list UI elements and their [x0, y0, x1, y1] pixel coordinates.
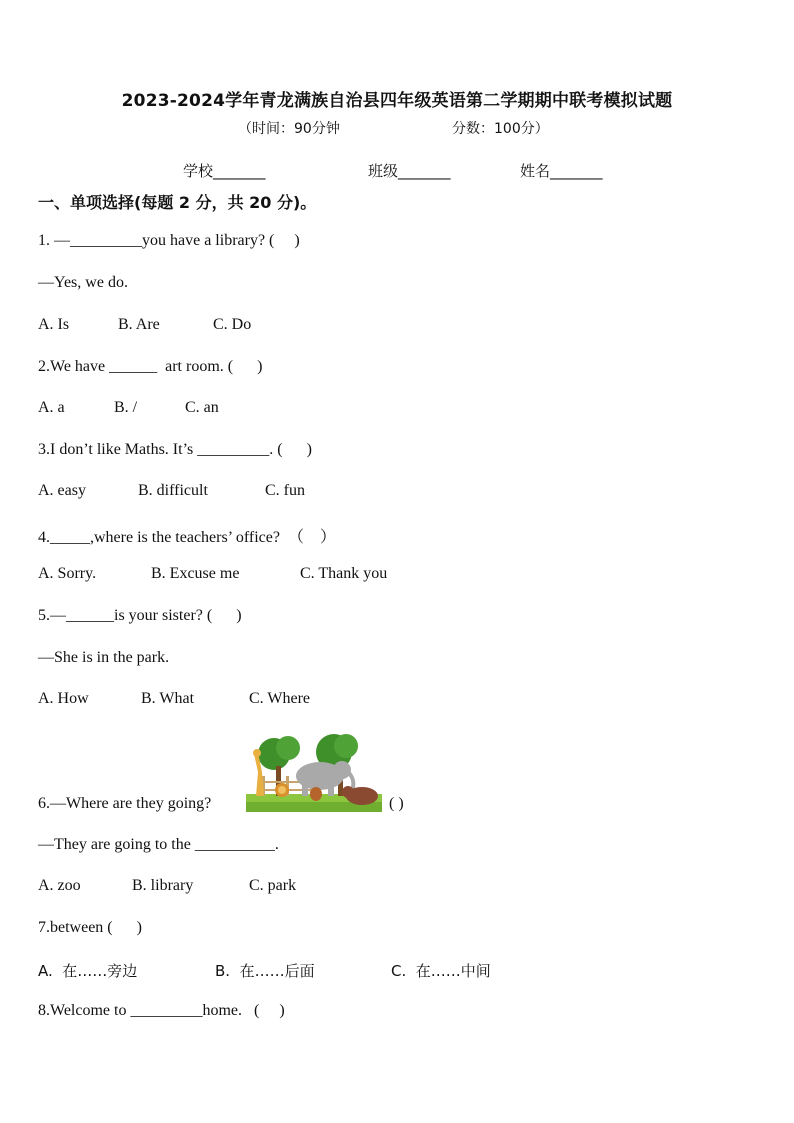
- q3-option-c: C. fun: [265, 482, 305, 499]
- question-3: 3.I don’t like Maths. It’s _________. ( ): [38, 441, 312, 458]
- question-6: 6.—Where are they going?: [38, 795, 212, 812]
- q2-option-c: C. an: [185, 399, 219, 416]
- question-1-reply: —Yes, we do.: [38, 274, 128, 291]
- q3-option-b: B. difficult: [138, 482, 208, 499]
- q2-option-a: A. a: [38, 399, 65, 416]
- q6-option-a: A. zoo: [38, 877, 81, 894]
- zoo-picture: [246, 732, 382, 812]
- question-4: 4._____,where is the teachers’ office? （ ）: [38, 529, 336, 546]
- question-7: 7.between ( ): [38, 919, 142, 936]
- q1-option-a: A. Is: [38, 316, 70, 333]
- section-title: 一、单项选择(每题 2 分，共 20 分)。: [38, 193, 317, 212]
- q6-option-b: B. library: [132, 877, 194, 894]
- q7-option-a: A. 在……旁边: [38, 962, 138, 980]
- question-5-reply: —She is in the park.: [38, 649, 170, 666]
- q4-option-b: B. Excuse me: [151, 565, 240, 582]
- q6-option-c: C. park: [249, 877, 297, 894]
- question-6-reply: —They are going to the __________.: [38, 836, 279, 853]
- q4-option-a: A. Sorry.: [38, 565, 97, 582]
- question-6-paren: ( ): [389, 795, 404, 812]
- q5-option-c: C. Where: [249, 690, 311, 707]
- class-field: 班级_______: [368, 162, 451, 180]
- q7-option-b: B. 在……后面: [215, 962, 315, 980]
- q2-option-b: B. /: [114, 399, 138, 416]
- school-field: 学校_______: [183, 162, 266, 180]
- q1-option-b: B. Are: [118, 316, 160, 333]
- q1-option-c: C. Do: [213, 316, 252, 333]
- q3-option-a: A. easy: [38, 482, 86, 499]
- question-1: 1. —_________you have a library? ( ): [38, 232, 300, 249]
- question-2: 2.We have ______ art room. ( ): [38, 358, 263, 375]
- name-field: 姓名_______: [520, 162, 603, 180]
- q5-option-b: B. What: [141, 690, 195, 707]
- exam-score: 分数：100分）: [452, 121, 549, 137]
- exam-time: （时间：90分钟: [238, 121, 340, 137]
- exam-title: 2023-2024学年青龙满族自治县四年级英语第二学期期中联考模拟试题: [121, 91, 673, 111]
- question-5: 5.—______is your sister? ( ): [38, 607, 242, 624]
- question-8: 8.Welcome to _________home. ( ): [38, 1002, 285, 1019]
- q5-option-a: A. How: [38, 690, 89, 707]
- q7-option-c: C. 在……中间: [391, 962, 491, 980]
- q4-option-c: C. Thank you: [300, 565, 388, 582]
